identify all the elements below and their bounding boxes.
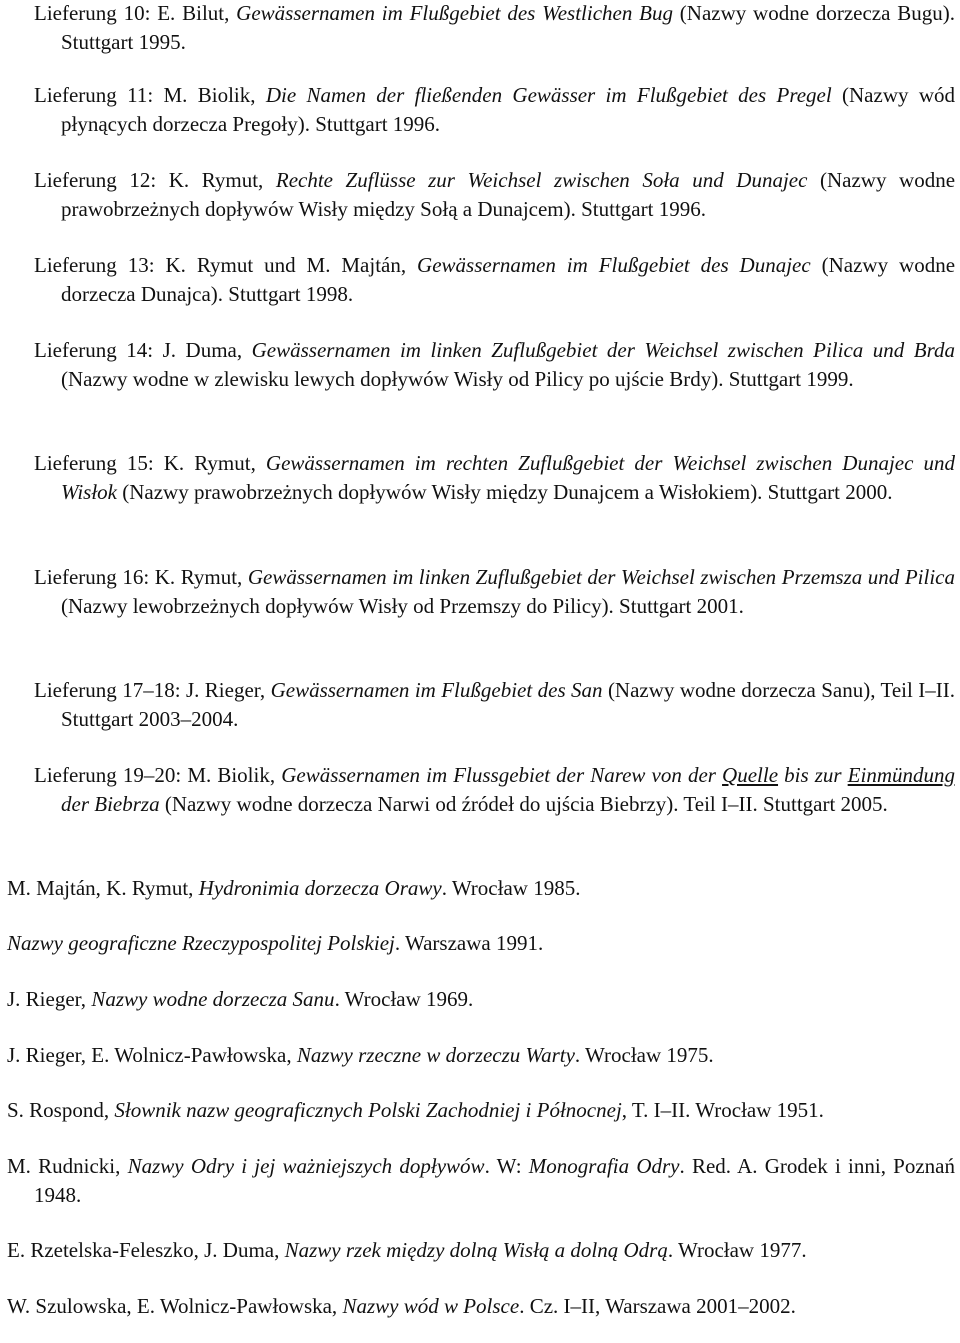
citation-text: Lieferung 19–20: M. Biolik, [34, 763, 282, 787]
citation-text: . Red. A. Grodek i inni, Poznań 1948. [34, 1154, 955, 1207]
bibliography-entry [7, 1041, 955, 1070]
citation-text: . Wrocław 1975. [574, 1043, 714, 1067]
bibliography-entry [34, 336, 955, 393]
citation-text: Lieferung 15: K. Rymut, [34, 451, 266, 475]
citation-text: . Wrocław 1977. [667, 1238, 807, 1262]
title-text: Gewässernamen im Flussgebiet der Narew von der [281, 763, 723, 787]
citation-text: (Nazwy wód płynących dorzecza Pregoły). Stuttgart 1996. [61, 83, 955, 136]
citation-text: J. Rieger, E. Wolnicz-Pawłowska, [7, 1043, 297, 1067]
title-text: Gewässernamen im linken Zuflußgebiet der Weichsel zwischen Przemsza und Pilica [247, 565, 955, 589]
citation-text: (Nazwy lewobrzeżnych dopływów Wisły od Przemszy do Pilicy). Stuttgart 2001. [61, 593, 744, 618]
citation-text: . Warszawa 1991. [394, 931, 544, 955]
title-text: bis zur [778, 763, 848, 787]
title-text: Nazwy geograficzne Rzeczypospolitej Polskiej [7, 931, 395, 955]
title-text: Nazwy wodne dorzecza Sanu [91, 987, 335, 1011]
bibliography-entry [34, 761, 955, 818]
title-text: Gewässernamen im rechten Zuflußgebiet der Weichsel zwischen Dunajec und Wisłok [61, 451, 956, 504]
citation-text: S. Rospond, [7, 1098, 115, 1122]
citation-text: Lieferung 10: E. Bilut, [34, 1, 237, 25]
title-text: Gewässernamen im Flußgebiet des Westlichen Bug [236, 1, 673, 25]
bibliography-entry [7, 1096, 955, 1125]
citation-text: (Nazwy wodne dorzecza Dunajca). Stuttgart 1998. [61, 253, 956, 306]
citation-text: (Nazwy prawobrzeżnych dopływów Wisły między Dunajcem a Wisłokiem). Stuttgart 2000. [117, 479, 893, 504]
citation-text: W. Szulowska, E. Wolnicz-Pawłowska, [7, 1294, 343, 1318]
title-text: Quelle [722, 763, 779, 787]
citation-text: Lieferung 16: K. Rymut, [34, 565, 248, 589]
citation-text: . Cz. I–II, Warszawa 2001–2002. [519, 1294, 796, 1318]
citation-text: Lieferung 17–18: J. Rieger, [34, 678, 271, 702]
bibliography-entry [7, 1292, 955, 1321]
citation-text: . Wrocław 1969. [334, 987, 474, 1011]
title-text: Hydronimia dorzecza Orawy [198, 876, 442, 900]
bibliography-entry [7, 929, 955, 958]
citation-text: . Wrocław 1985. [441, 876, 581, 900]
title-text: Gewässernamen im Flußgebiet des San [270, 678, 603, 702]
citation-text: Lieferung 12: K. Rymut, [34, 168, 276, 192]
bibliography-entry [34, 676, 955, 733]
bibliography-entry [34, 563, 955, 620]
citation-text: Lieferung 14: J. Duma, [34, 338, 252, 362]
bibliography-entry [7, 1152, 955, 1209]
citation-text: , T. I–II. Wrocław 1951. [621, 1098, 824, 1122]
citation-text: (Nazwy wodne dorzecza Bugu). Stuttgart 1995. [61, 1, 955, 54]
bibliography-entry [34, 81, 955, 138]
title-text: Gewässernamen im Flußgebiet des Dunajec [417, 253, 811, 277]
citation-text: (Nazwy wodne dorzecza Narwi od źródeł do ujścia Biebrzy). Teil I–II. Stuttgart 2005. [159, 791, 888, 816]
bibliography-entry [34, 166, 955, 223]
citation-text: . W: [484, 1154, 529, 1178]
title-text: Nazwy rzek między dolną Wisłą a dolną Odrą [284, 1238, 668, 1262]
title-text: Nazwy Odry i jej ważniejszych dopływów [127, 1154, 485, 1178]
citation-text: J. Rieger, [7, 987, 92, 1011]
citation-text: Lieferung 11: M. Biolik, [34, 83, 266, 107]
citation-text: E. Rzetelska-Feleszko, J. Duma, [7, 1238, 285, 1262]
title-text: Monografia Odry [528, 1154, 680, 1178]
citation-text: (Nazwy wodne w zlewisku lewych dopływów Wisły od Pilicy po ujście Brdy). Stuttgart 1999. [61, 366, 854, 391]
bibliography-entry [34, 449, 955, 506]
title-text: Nazwy wód w Polsce [342, 1294, 520, 1318]
title-text: der Biebrza [61, 791, 160, 816]
bibliography-entry [7, 985, 955, 1014]
bibliography-entry [34, 251, 955, 308]
bibliography-entry [7, 874, 955, 903]
title-text: Rechte Zuflüsse zur Weichsel zwischen Soła und Dunajec [275, 168, 808, 192]
citation-text: (Nazwy wodne prawobrzeżnych dopływów Wisły między Sołą a Dunajcem). Stuttgart 1996. [61, 168, 956, 221]
bibliography-entry [34, 0, 955, 56]
title-text: Gewässernamen im linken Zuflußgebiet der Weichsel zwischen Pilica und Brda [251, 338, 955, 362]
title-text: Die Namen der fließenden Gewässer im Flußgebiet des Pregel [265, 83, 832, 107]
title-text: Słownik nazw geograficznych Polski Zachodniej i Północnej [114, 1098, 622, 1122]
citation-text: Lieferung 13: K. Rymut und M. Majtán, [34, 253, 418, 277]
bibliography-entry [7, 1236, 955, 1265]
citation-text: M. Rudnicki, [7, 1154, 128, 1178]
title-text: Einmündung [847, 763, 955, 787]
citation-text: (Nazwy wodne dorzecza Sanu), Teil I–II. Stuttgart 2003–2004. [61, 678, 955, 731]
citation-text: M. Majtán, K. Rymut, [7, 876, 199, 900]
title-text: Nazwy rzeczne w dorzeczu Warty [296, 1043, 575, 1067]
